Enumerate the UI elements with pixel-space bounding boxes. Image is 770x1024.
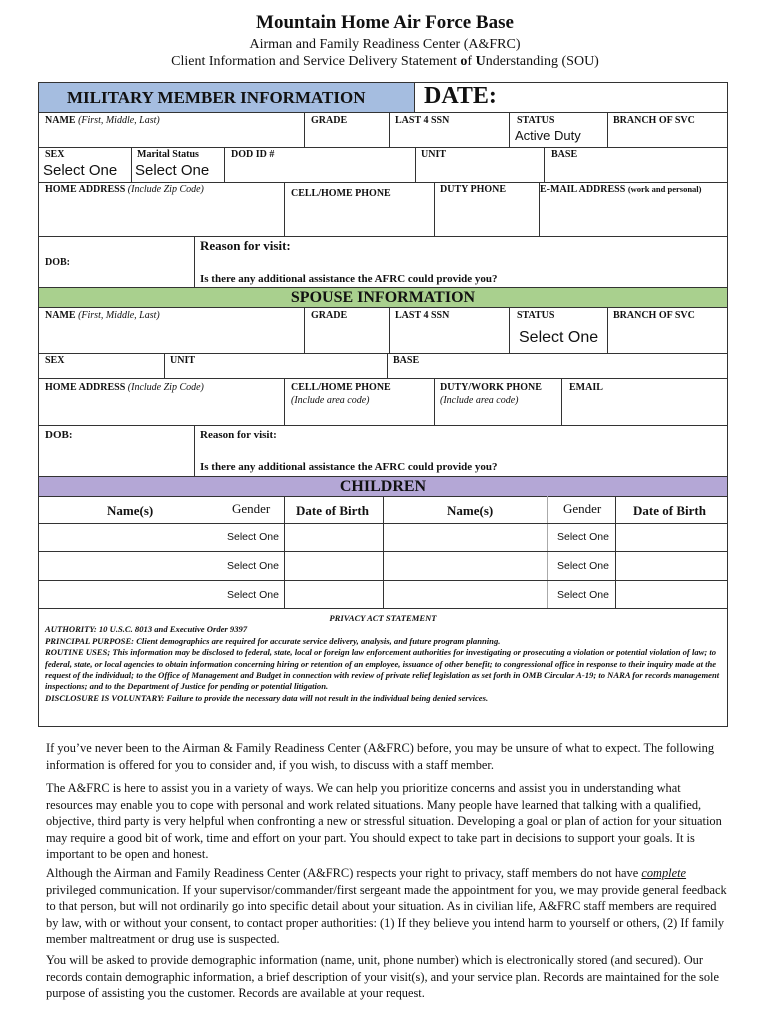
dod-id-label: DOD ID #	[231, 149, 275, 160]
children-section-band	[39, 476, 727, 497]
military-assist-label: Is there any additional assistance the AFRC could provide you?	[200, 273, 498, 285]
military-phone-label: CELL/HOME PHONE	[291, 188, 391, 199]
spouse-assist-label: Is there any additional assistance the AFRC could provide you?	[200, 461, 498, 473]
spouse-status-select[interactable]: Select One	[519, 329, 599, 346]
child-3-gender-select[interactable]: Select One	[227, 589, 279, 601]
children-col-names-left: Name(s)	[107, 503, 154, 518]
date-label: DATE:	[424, 83, 497, 109]
privacy-title: PRIVACY ACT STATEMENT	[329, 613, 437, 623]
military-reason-label: Reason for visit:	[200, 238, 291, 253]
military-name-label: NAME (First, Middle, Last)	[45, 115, 160, 126]
spouse-name-label: NAME (First, Middle, Last)	[45, 310, 160, 321]
privacy-paragraph: Although the Airman and Family Readiness Center (A&FRC) respects your right to privacy, staff members do not have complete privileged communication. If your supervisor/commander/first sergeant made the appointment for you, we may provide general feedback to that person, but will not ordinarily go into specific detail about your situation. As in civilian life, A&FRC staff members are required by law, with or without your consent, to contact proper authorities: (1) If they believe you intend harm to yourself or others, (2) If family member maltreatment or drug use is suspected.	[46, 866, 727, 946]
privacy-authority: AUTHORITY: 10 U.S.C. 8013 and Executive Order 9397	[45, 624, 248, 635]
child-5-gender-select[interactable]: Select One	[557, 560, 609, 572]
spouse-address-label: HOME ADDRESS (Include Zip Code)	[45, 382, 204, 393]
spouse-grade-label: GRADE	[311, 310, 348, 321]
page-subtitle-2: Client Information and Service Delivery Statement of Understanding (SOU)	[171, 54, 599, 69]
spouse-phone-hint: (Include area code)	[291, 395, 370, 406]
page-title: Mountain Home Air Force Base	[256, 12, 514, 33]
marital-status-select[interactable]: Select One	[135, 162, 210, 179]
child-1-gender-select[interactable]: Select One	[227, 531, 279, 543]
spouse-heading: SPOUSE INFORMATION	[290, 289, 476, 306]
military-duty-phone-label: DUTY PHONE	[440, 184, 507, 195]
children-heading: CHILDREN	[339, 478, 427, 495]
military-status-select[interactable]: Active Duty	[515, 128, 581, 143]
children-col-gender-left: Gender	[232, 501, 271, 516]
intro-paragraph: If you’ve never been to the Airman & Family Readiness Center (A&FRC) before, you may be unsure of what to expect. The following information is offered for you to consider and, if you wish, to discuss with a staff member.	[46, 741, 715, 772]
military-sex-select[interactable]: Select One	[43, 162, 118, 179]
sou-form	[38, 82, 728, 727]
military-base-label: BASE	[551, 149, 578, 160]
marital-status-label: Marital Status	[137, 149, 199, 160]
children-col-names-right: Name(s)	[447, 503, 494, 518]
spouse-status-label: STATUS	[517, 310, 555, 321]
spouse-phone-label: CELL/HOME PHONE	[291, 382, 391, 393]
child-4-gender-select[interactable]: Select One	[557, 531, 609, 543]
child-6-gender-select[interactable]: Select One	[557, 589, 609, 601]
spouse-unit-label: UNIT	[170, 355, 196, 366]
privacy-disclosure: DISCLOSURE IS VOLUNTARY: Failure to provide the necessary data will not result in the individual being denied services.	[45, 692, 489, 703]
spouse-section-band	[39, 287, 727, 308]
military-grade-label: GRADE	[311, 115, 348, 126]
page-subtitle: Airman and Family Readiness Center (A&FRC)	[249, 37, 521, 52]
children-col-dob-left: Date of Birth	[296, 503, 369, 518]
privacy-purpose: PRINCIPAL PURPOSE: Client demographics are required for accurate service delivery, analysis, and future program planning.	[45, 635, 501, 646]
military-address-label: HOME ADDRESS (Include Zip Code)	[45, 184, 204, 195]
child-2-gender-select[interactable]: Select One	[227, 560, 279, 572]
military-branch-label: BRANCH OF SVC	[613, 115, 695, 126]
spouse-reason-label: Reason for visit:	[200, 429, 277, 441]
children-col-dob-right: Date of Birth	[633, 503, 706, 518]
spouse-branch-label: BRANCH OF SVC	[613, 310, 695, 321]
military-sex-label: SEX	[45, 149, 65, 160]
military-unit-label: UNIT	[421, 149, 447, 160]
spouse-duty-phone-label: DUTY/WORK PHONE	[440, 382, 542, 393]
military-status-label: STATUS	[517, 115, 555, 126]
spouse-ssn-label: LAST 4 SSN	[395, 310, 450, 321]
services-paragraph: The A&FRC is here to assist you in a variety of ways. We can help you prioritize concerns and assist you in understanding what resources may enable you to cope with personal and work related situations. Many people have learned that talking with a qualified, objective, third party is very helpful when confronting a new or stressful situation. Developing a goal or plan of action for your situation may require a good bit of work, time and effort on your part. You should expect to take part in decisions to support your goals. It is important to be open and honest.	[46, 781, 722, 861]
military-heading: MILITARY MEMBER INFORMATION	[67, 88, 366, 107]
military-email-label: E-MAIL ADDRESS (work and personal)	[540, 184, 702, 195]
military-ssn-label: LAST 4 SSN	[395, 115, 450, 126]
spouse-sex-label: SEX	[45, 355, 65, 366]
children-col-gender-right: Gender	[563, 501, 602, 516]
privacy-act-statement	[45, 613, 721, 704]
records-paragraph: You will be asked to provide demographic information (name, unit, phone number) which is electronically stored (and secured). Our records contain demographic information, a brief description of your visit(s), and your service plan. Records are maintained for the sole purpose of assisting you the customer. Records are available at your request.	[46, 953, 720, 1000]
spouse-email-label: EMAIL	[569, 382, 603, 393]
spouse-dob-label: DOB:	[45, 429, 73, 441]
military-dob-label: DOB:	[45, 257, 70, 268]
spouse-duty-phone-hint: (Include area code)	[440, 395, 519, 406]
privacy-routine-uses: ROUTINE USES; This information may be disclosed to federal, state, local or foreign law enforcement authorities for investigating or prosecuting a violation or potential violation of law; to federal, state, or local agencies to obtain information concerning hiring or retention of an employee, issuance of other benefit; to congressional office in response to their inquiry made at the request of the individual; to the Office of Management and Budget in connection with review of private relief legislation as set forth in OMB Circular A-19; to NARA for records management inspections; and to the Department of Justice for pending or potential litigation.	[45, 647, 720, 692]
spouse-base-label: BASE	[393, 355, 420, 366]
